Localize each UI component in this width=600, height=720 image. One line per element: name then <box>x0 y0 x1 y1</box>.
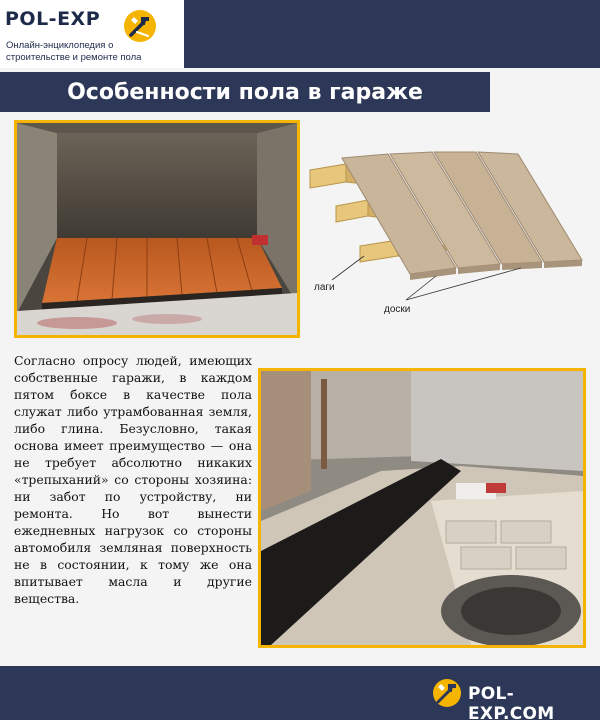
title-bar <box>0 72 490 112</box>
label-boards: доски <box>384 304 411 315</box>
logo-name: POL-EXP <box>5 8 101 30</box>
article-paragraph: Согласно опросу людей, имеющих собственные гаражи, в каждом пятом боксе в качестве пола служат либо утрамбованная земля, либо глина. Безусловно, такая основа имеет преимущество — она не требует абсолютно никаких «трепыханий» со стороны хозяина: ни забот по устройству, ни ремонта. Но вот вынести ежедневных нагрузок со стороны автомобиля земляная поверхность не в состоянии, к тому же она впитывает масла и другие вещества. <box>14 353 252 606</box>
page-title: Особенности пола в гараже <box>67 79 423 105</box>
garage-floor-photo <box>14 120 300 338</box>
label-joists: лаги <box>314 282 335 293</box>
logo[interactable] <box>0 0 184 68</box>
garage-pit-photo <box>258 368 586 648</box>
boards <box>342 152 582 280</box>
tools-icon <box>430 677 464 709</box>
logo-tagline: Онлайн-энциклопедия о строительстве и ремонте пола <box>6 40 142 63</box>
site-url[interactable]: POL-EXP.COM <box>468 684 555 720</box>
tools-icon <box>122 8 158 44</box>
floor-structure-diagram <box>306 150 586 320</box>
